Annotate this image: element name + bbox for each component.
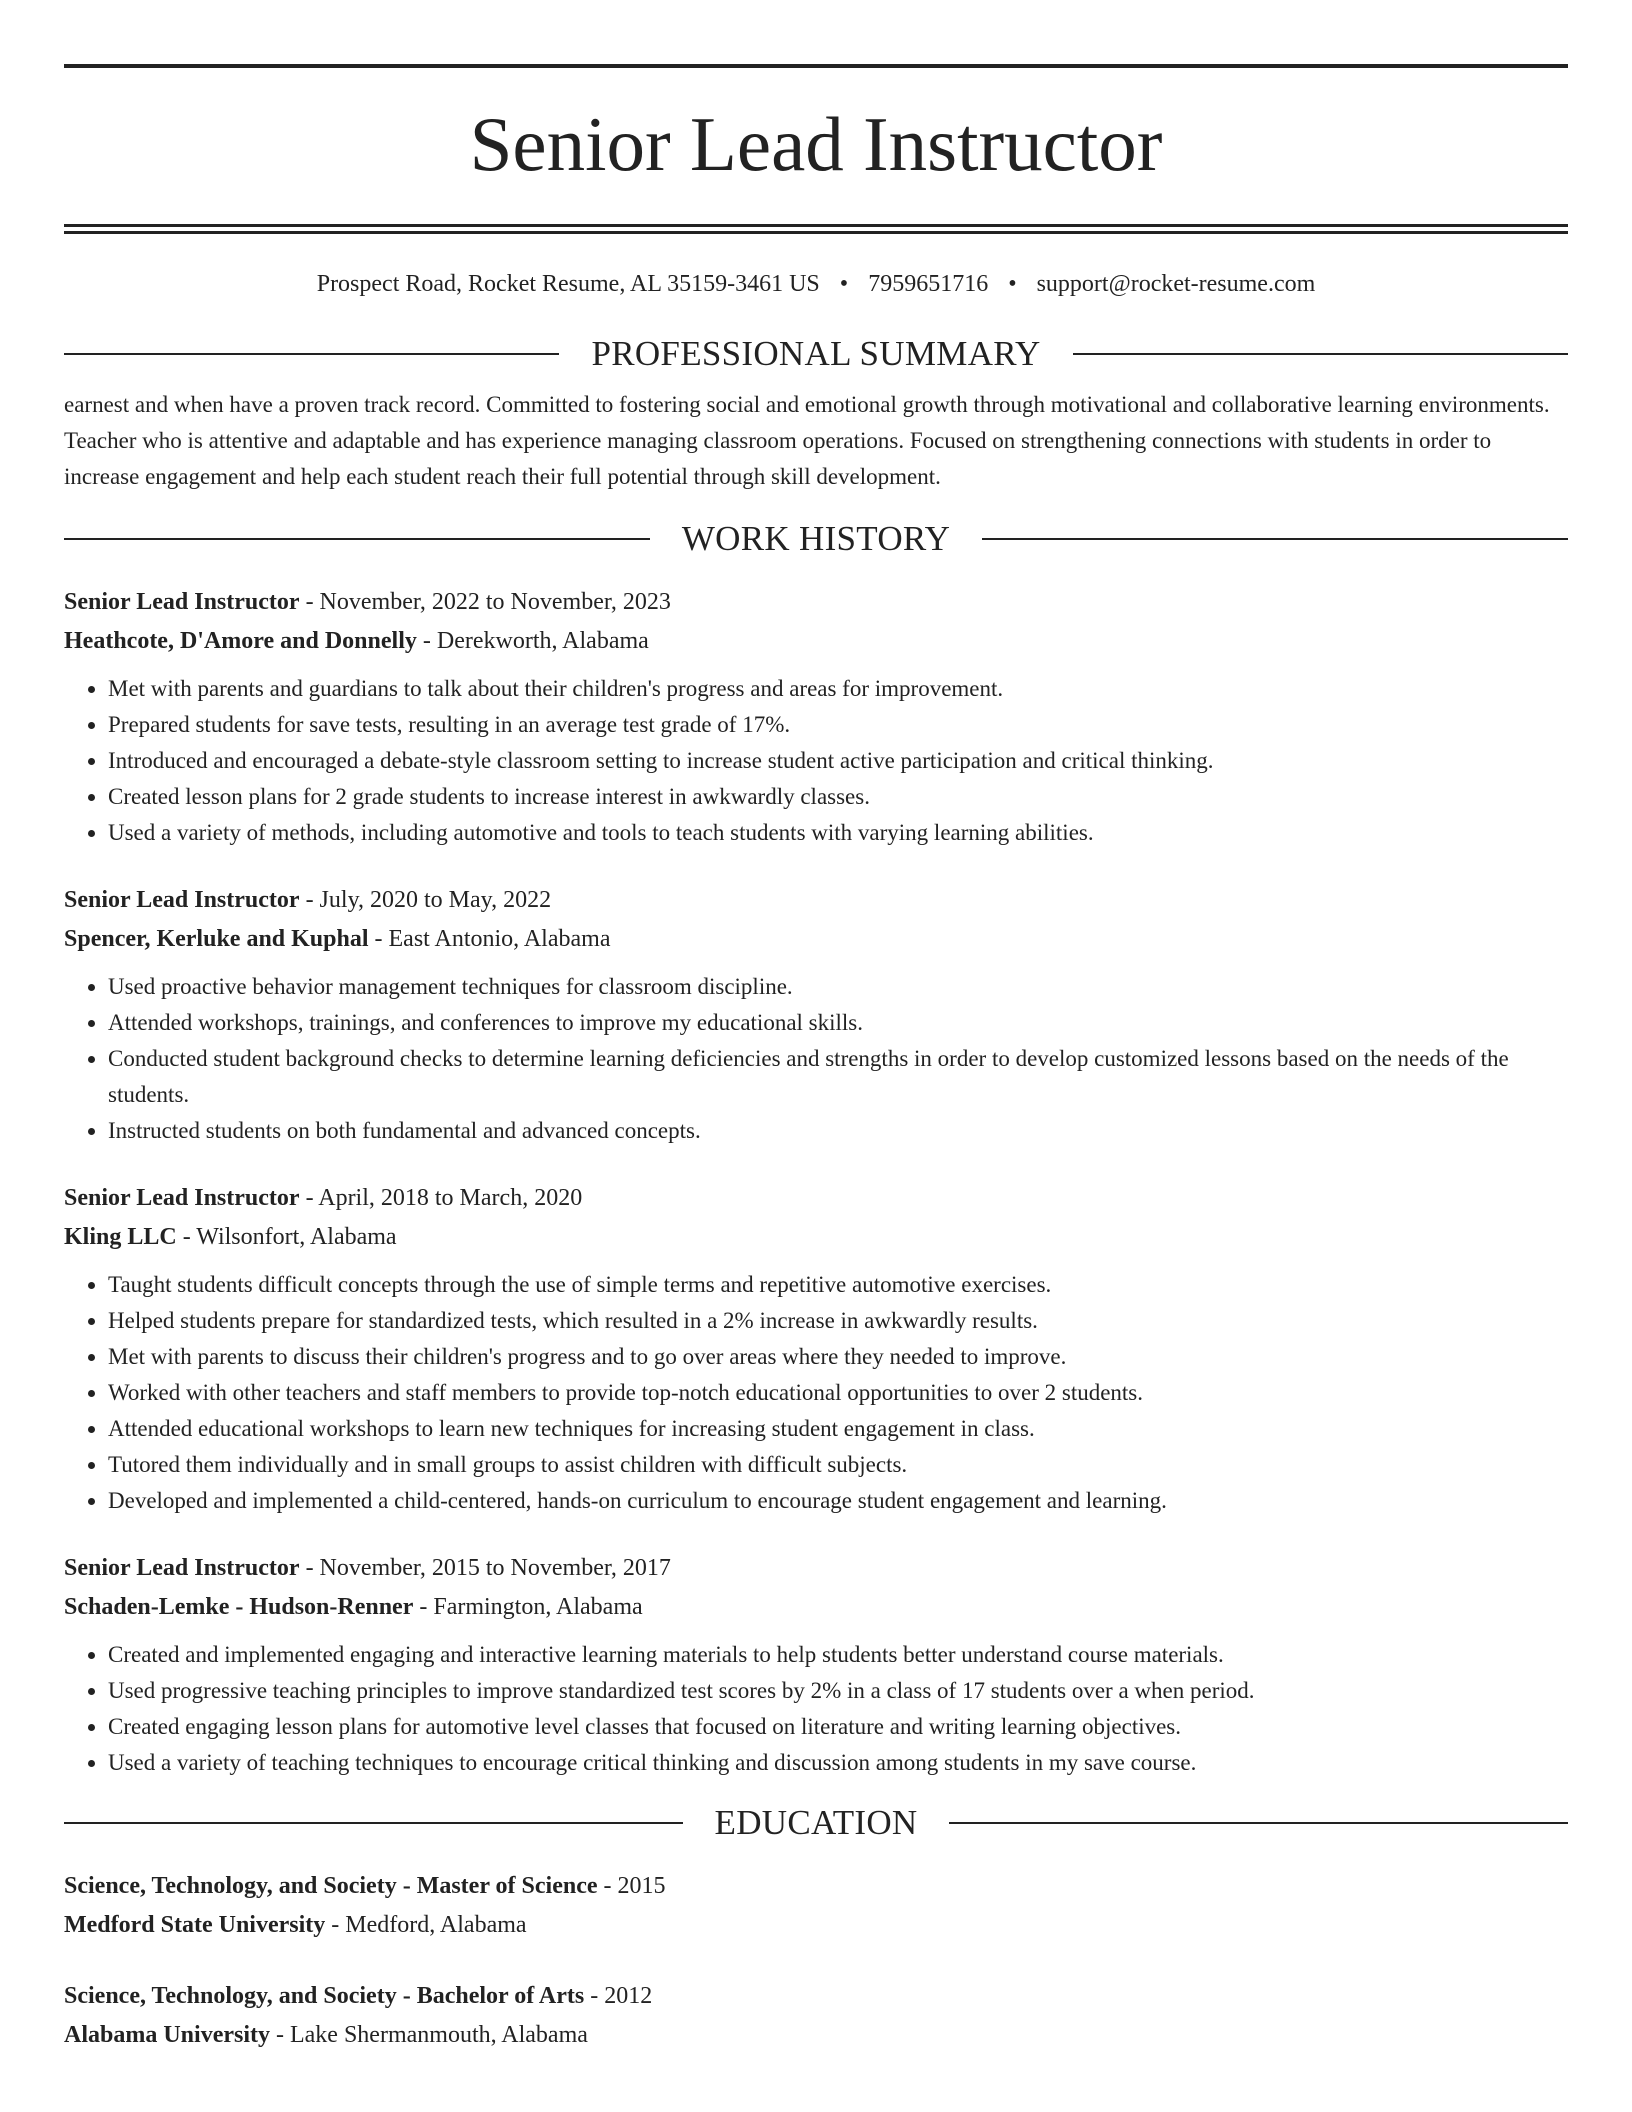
job-bullets (64, 969, 1568, 1149)
job-dates: - July, 2020 to May, 2022 (299, 887, 552, 913)
job-bullet: • Helped students prepare for standardized tests, which resulted in a 2% increase in awkwardly results. (108, 1303, 1568, 1339)
resume-title: Senior Lead Instructor (469, 101, 1163, 187)
job-bullets (64, 1267, 1568, 1519)
job-company-line (64, 1588, 1568, 1627)
job-company: Spencer, Kerluke and Kuphal (64, 926, 369, 952)
job-dates: - April, 2018 to March, 2020 (299, 1185, 583, 1211)
education-degree-line (64, 1867, 1568, 1906)
heading-rule-right (1073, 353, 1568, 355)
education-degree-line (64, 1977, 1568, 2016)
job-bullet: • Prepared students for save tests, resulting in an average test grade of 17%. (108, 707, 1568, 743)
education-year: - 2012 (584, 1983, 653, 2009)
job-company: Schaden-Lemke - Hudson-Renner (64, 1594, 414, 1620)
education-year: - 2015 (597, 1873, 666, 1899)
job-bullet: • Created lesson plans for 2 grade students to increase interest in awkwardly classes. (108, 779, 1568, 815)
job-bullet: • Created engaging lesson plans for automotive level classes that focused on literature and writing learning objectives. (108, 1709, 1568, 1745)
job-company-line (64, 920, 1568, 959)
job-title: Senior Lead Instructor (64, 1555, 300, 1581)
section-title: EDUCATION (714, 1803, 918, 1842)
job-location: - Farmington, Alabama (413, 1594, 643, 1620)
job-bullet: • Conducted student background checks to determine learning deficiencies and strengths in order to develop customized lessons based on the needs of the students. (108, 1041, 1568, 1113)
job-location: - East Antonio, Alabama (368, 926, 611, 952)
job-title: Senior Lead Instructor (64, 589, 300, 615)
work-section-heading (64, 517, 1568, 561)
job-bullet: • Taught students difficult concepts through the use of simple terms and repetitive automotive exercises. (108, 1267, 1568, 1303)
job-bullet: • Used a variety of teaching techniques to encourage critical thinking and discussion among students in my save course. (108, 1745, 1568, 1781)
resume-page (64, 0, 1568, 2055)
job-entry (64, 583, 1568, 851)
job-company-line (64, 1218, 1568, 1257)
job-title-line (64, 583, 1568, 622)
education-school: Medford State University (64, 1912, 326, 1938)
education-entry (64, 1977, 1568, 2055)
contact-separator: • (1008, 271, 1017, 297)
heading-rule-left (64, 353, 559, 355)
job-entry (64, 1179, 1568, 1519)
heading-rule-right (949, 1822, 1568, 1824)
job-bullet: • Tutored them individually and in small groups to assist children with difficult subjects. (108, 1447, 1568, 1483)
job-title-line (64, 1179, 1568, 1218)
contact-separator: • (839, 271, 849, 297)
job-bullet: • Used a variety of methods, including automotive and tools to teach students with varying learning abilities. (108, 815, 1568, 851)
section-title: PROFESSIONAL SUMMARY (591, 334, 1041, 373)
job-entry (64, 1549, 1568, 1781)
job-bullets (64, 671, 1568, 851)
job-dates: - November, 2022 to November, 2023 (299, 589, 671, 615)
job-bullet: • Worked with other teachers and staff members to provide top-notch educational opportunities to over 2 students. (108, 1375, 1568, 1411)
heading-rule-right (982, 538, 1568, 540)
education-entry (64, 1867, 1568, 1945)
contact-line (64, 269, 1568, 299)
job-bullets (64, 1637, 1568, 1781)
job-bullet: • Instructed students on both fundamental and advanced concepts. (108, 1113, 1568, 1149)
job-bullet: • Attended educational workshops to learn new techniques for increasing student engagement in class. (108, 1411, 1568, 1447)
job-title-line (64, 1549, 1568, 1588)
job-bullet: • Met with parents and guardians to talk about their children's progress and areas for improvement. (108, 671, 1568, 707)
education-section-heading (64, 1801, 1568, 1845)
summary-section-heading (64, 332, 1568, 376)
job-title: Senior Lead Instructor (64, 1185, 300, 1211)
education-location: - Lake Shermanmouth, Alabama (270, 2022, 588, 2048)
job-entry (64, 881, 1568, 1149)
job-company: Kling LLC (64, 1224, 177, 1250)
section-title: WORK HISTORY (681, 519, 951, 558)
job-bullet: • Used progressive teaching principles to improve standardized test scores by 2% in a class of 17 students over a when period. (108, 1673, 1568, 1709)
contact-phone: 7959651716 (868, 271, 989, 297)
job-company-line (64, 622, 1568, 661)
job-dates: - November, 2015 to November, 2017 (299, 1555, 671, 1581)
education-school-line (64, 2016, 1568, 2055)
job-title: Senior Lead Instructor (64, 887, 300, 913)
education-location: - Medford, Alabama (325, 1912, 527, 1938)
job-bullet: • Attended workshops, trainings, and conferences to improve my educational skills. (108, 1005, 1568, 1041)
education-school-line (64, 1906, 1568, 1945)
summary-text: earnest and when have a proven track record. Committed to fostering social and emotional growth through motivational and collaborative learning environments. Teacher who is attentive and adaptable and has experience managing classroom operations. Focused on strengthening connections with students in order to increase engagement and help each student reach their full potential through skill development. (64, 392, 1550, 489)
contact-email: support@rocket-resume.com (1036, 271, 1316, 297)
job-bullet: • Introduced and encouraged a debate-style classroom setting to increase student active participation and critical thinking. (108, 743, 1568, 779)
heading-rule-left (64, 1822, 683, 1824)
top-rule (64, 64, 1568, 68)
contact-address: Prospect Road, Rocket Resume, AL 35159-3461 US (316, 271, 820, 297)
title-double-rule (64, 224, 1568, 234)
job-location: - Derekworth, Alabama (416, 628, 649, 654)
education-degree: Science, Technology, and Society - Bachelor of Arts (64, 1983, 585, 2009)
job-location: - Wilsonfort, Alabama (176, 1224, 397, 1250)
job-title-line (64, 881, 1568, 920)
education-degree: Science, Technology, and Society - Master of Science (64, 1873, 598, 1899)
heading-rule-left (64, 538, 650, 540)
job-bullet: • Met with parents to discuss their children's progress and to go over areas where they needed to improve. (108, 1339, 1568, 1375)
job-bullet: • Created and implemented engaging and interactive learning materials to help students better understand course materials. (108, 1637, 1568, 1673)
job-bullet: • Used proactive behavior management techniques for classroom discipline. (108, 969, 1568, 1005)
education-school: Alabama University (64, 2022, 270, 2048)
job-bullet: • Developed and implemented a child-centered, hands-on curriculum to encourage student engagement and learning. (108, 1483, 1568, 1519)
job-company: Heathcote, D'Amore and Donnelly (64, 628, 417, 654)
